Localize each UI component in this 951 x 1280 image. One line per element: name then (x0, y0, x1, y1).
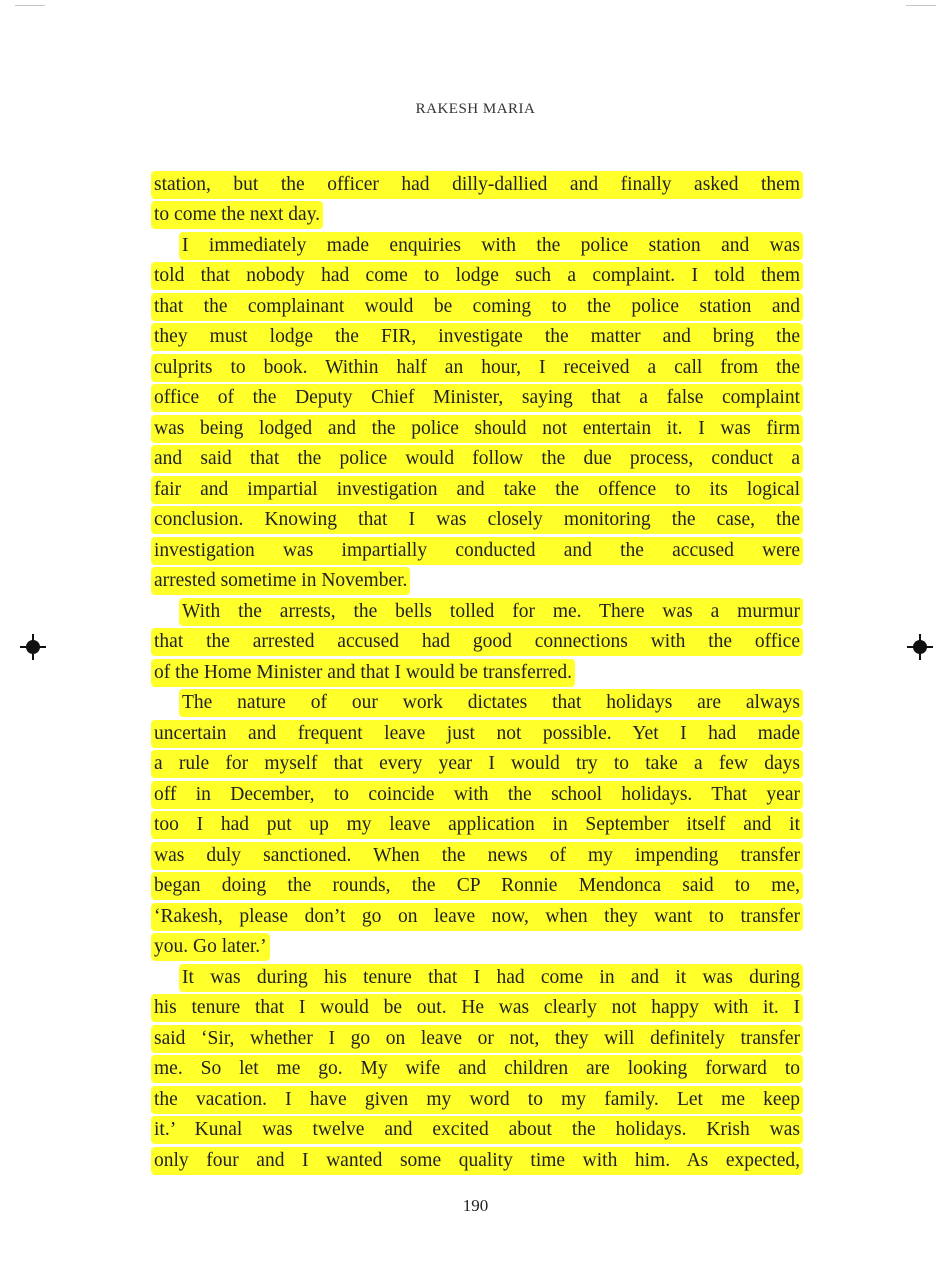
highlighted-text: arrested sometime in November. (151, 567, 410, 595)
text-line (151, 1145, 801, 1176)
highlighted-text: a rule for myself that every year I would try to take a few days (151, 750, 803, 778)
text-line (151, 779, 801, 810)
highlighted-text: station, but the officer had dilly-dallied and finally asked them (151, 171, 803, 199)
highlighted-text: and said that the police would follow the due process, conduct a (151, 445, 803, 473)
text-line (151, 352, 801, 383)
text-line (151, 1023, 801, 1054)
highlighted-text: was duly sanctioned. When the news of my impending transfer (151, 842, 803, 870)
crop-mark-top-right (906, 5, 936, 6)
highlighted-text: investigation was impartially conducted and the accused were (151, 537, 803, 565)
text-line (151, 291, 801, 322)
text-line (151, 1084, 801, 1115)
text-line (151, 871, 801, 902)
page-number: 190 (462, 1196, 489, 1215)
highlighted-text: said ‘Sir, whether I go on leave or not, they will definitely transfer (151, 1025, 803, 1053)
text-line (151, 932, 801, 963)
body-text (151, 169, 801, 1176)
highlighted-text: they must lodge the FIR, investigate the matter and bring the (151, 323, 803, 351)
text-line (151, 261, 801, 292)
highlighted-text: the vacation. I have given my word to my family. Let me keep (151, 1086, 803, 1114)
text-line (151, 627, 801, 658)
crop-mark-top-left (15, 5, 45, 6)
highlighted-text: conclusion. Knowing that I was closely monitoring the case, the (151, 506, 803, 534)
highlighted-text: The nature of our work dictates that holidays are always (179, 689, 803, 717)
highlighted-text: of the Home Minister and that I would be transferred. (151, 659, 575, 687)
text-line (151, 169, 801, 200)
highlighted-text: fair and impartial investigation and take the offence to its logical (151, 476, 803, 504)
highlighted-text: uncertain and frequent leave just not possible. Yet I had made (151, 720, 803, 748)
text-line (151, 444, 801, 475)
text-line (151, 383, 801, 414)
highlighted-text: It was during his tenure that I had come in and it was during (179, 964, 803, 992)
text-line (151, 901, 801, 932)
text-line (151, 657, 801, 688)
highlighted-text: off in December, to coincide with the school holidays. That year (151, 781, 803, 809)
text-line (151, 810, 801, 841)
highlighted-text: to come the next day. (151, 201, 323, 229)
text-line (151, 566, 801, 597)
text-line (151, 962, 801, 993)
highlighted-text: you. Go later.’ (151, 933, 270, 961)
highlighted-text: that the arrested accused had good connections with the office (151, 628, 803, 656)
text-line (151, 200, 801, 231)
text-line (151, 688, 801, 719)
text-line (151, 993, 801, 1024)
highlighted-text: too I had put up my leave application in September itself and it (151, 811, 803, 839)
running-head: RAKESH MARIA (415, 101, 536, 117)
highlighted-text: that the complainant would be coming to the police station and (151, 293, 803, 321)
text-line (151, 322, 801, 353)
text-line (151, 718, 801, 749)
highlighted-text: his tenure that I would be out. He was clearly not happy with it. I (151, 994, 803, 1022)
highlighted-text: it.’ Kunal was twelve and excited about the holidays. Krish was (151, 1116, 803, 1144)
highlighted-text: began doing the rounds, the CP Ronnie Mendonca said to me, (151, 872, 803, 900)
text-line (151, 535, 801, 566)
highlighted-text: With the arrests, the bells tolled for me. There was a murmur (179, 598, 803, 626)
text-line (151, 230, 801, 261)
highlighted-text: ‘Rakesh, please don’t go on leave now, when they want to transfer (151, 903, 803, 931)
text-line (151, 474, 801, 505)
text-line (151, 1054, 801, 1085)
text-line (151, 413, 801, 444)
highlighted-text: was being lodged and the police should not entertain it. I was firm (151, 415, 803, 443)
registration-mark-left-icon (26, 640, 40, 654)
highlighted-text: only four and I wanted some quality time with him. As expected, (151, 1147, 803, 1175)
text-line (151, 596, 801, 627)
text-line (151, 749, 801, 780)
highlighted-text: I immediately made enquiries with the police station and was (179, 232, 803, 260)
registration-mark-right-icon (913, 640, 927, 654)
highlighted-text: culprits to book. Within half an hour, I received a call from the (151, 354, 803, 382)
text-line (151, 505, 801, 536)
highlighted-text: told that nobody had come to lodge such a complaint. I told them (151, 262, 803, 290)
text-line (151, 1115, 801, 1146)
highlighted-text: me. So let me go. My wife and children are looking forward to (151, 1055, 803, 1083)
text-line (151, 840, 801, 871)
highlighted-text: office of the Deputy Chief Minister, saying that a false complaint (151, 384, 803, 412)
